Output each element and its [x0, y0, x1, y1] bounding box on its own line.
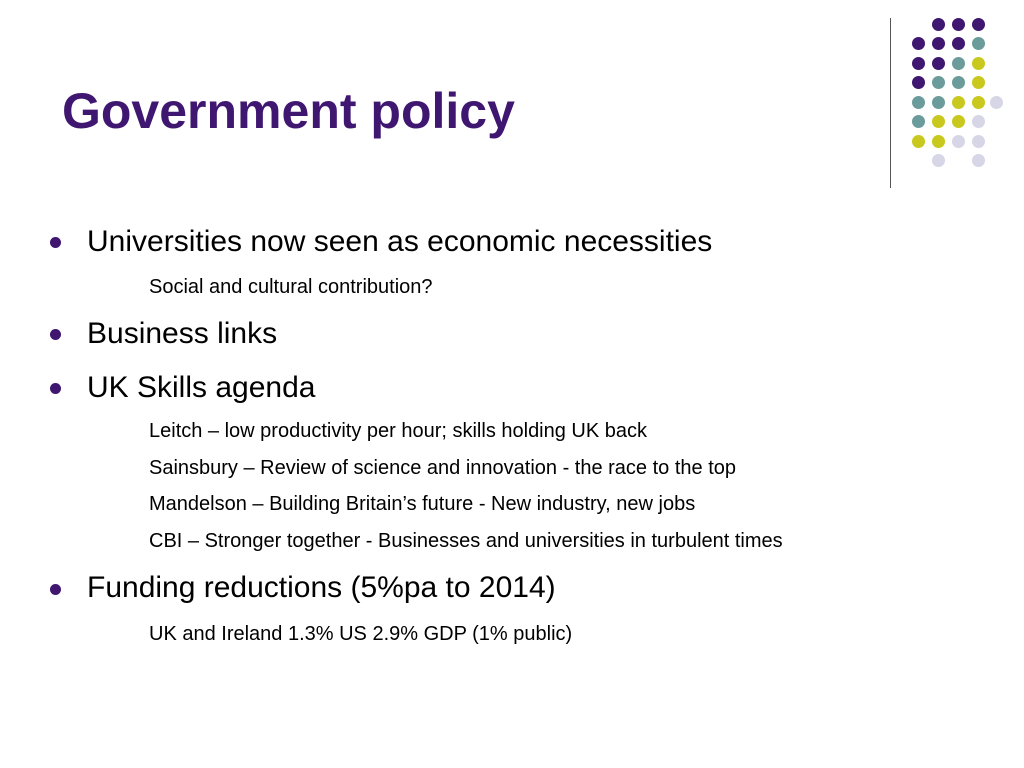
decorative-dot	[952, 76, 965, 89]
sub-bullet-item: Sainsbury – Review of science and innovation - the race to the top	[149, 457, 737, 479]
sub-bullet-item: Leitch – low productivity per hour; skills holding UK back	[149, 420, 648, 442]
slide-title: Government policy	[62, 83, 515, 139]
decorative-dot	[912, 37, 925, 50]
decorative-dot	[932, 76, 945, 89]
decorative-dot	[952, 37, 965, 50]
decorative-dot	[952, 115, 965, 128]
decorative-dot	[952, 18, 965, 31]
bullet-marker	[50, 584, 61, 595]
sub-bullet-item: Mandelson – Building Britain’s future - New industry, new jobs	[149, 493, 696, 515]
decorative-divider-line	[890, 18, 891, 188]
decorative-dot	[912, 135, 925, 148]
bullet-marker	[50, 383, 61, 394]
decorative-dot	[932, 96, 945, 109]
decorative-dot	[972, 37, 985, 50]
decorative-dot	[912, 115, 925, 128]
decorative-dot	[972, 154, 985, 167]
decorative-dot	[972, 135, 985, 148]
sub-bullet-item: UK and Ireland 1.3% US 2.9% GDP (1% public)	[149, 623, 573, 645]
decorative-dot	[912, 76, 925, 89]
decorative-dot	[952, 135, 965, 148]
decorative-dot	[990, 96, 1003, 109]
decorative-dot	[932, 135, 945, 148]
bullet-item: UK Skills agenda	[87, 371, 316, 404]
decorative-dot	[932, 115, 945, 128]
sub-bullet-item: CBI – Stronger together - Businesses and universities in turbulent times	[149, 530, 783, 552]
bullet-item: Business links	[87, 317, 278, 350]
decorative-dot	[972, 18, 985, 31]
bullet-marker	[50, 329, 61, 340]
decorative-dot	[932, 154, 945, 167]
decorative-dot	[952, 57, 965, 70]
sub-bullet-item: Social and cultural contribution?	[149, 276, 433, 298]
decorative-dot	[912, 96, 925, 109]
decorative-dot	[932, 18, 945, 31]
decorative-dot	[912, 57, 925, 70]
decorative-dot	[932, 57, 945, 70]
decorative-dot	[972, 96, 985, 109]
bullet-marker	[50, 237, 61, 248]
decorative-dot	[972, 115, 985, 128]
bullet-item: Funding reductions (5%pa to 2014)	[87, 571, 556, 604]
decorative-dot	[972, 76, 985, 89]
decorative-dot	[932, 37, 945, 50]
decorative-dot	[952, 96, 965, 109]
bullet-item: Universities now seen as economic necessities	[87, 225, 713, 258]
decorative-dot	[972, 57, 985, 70]
